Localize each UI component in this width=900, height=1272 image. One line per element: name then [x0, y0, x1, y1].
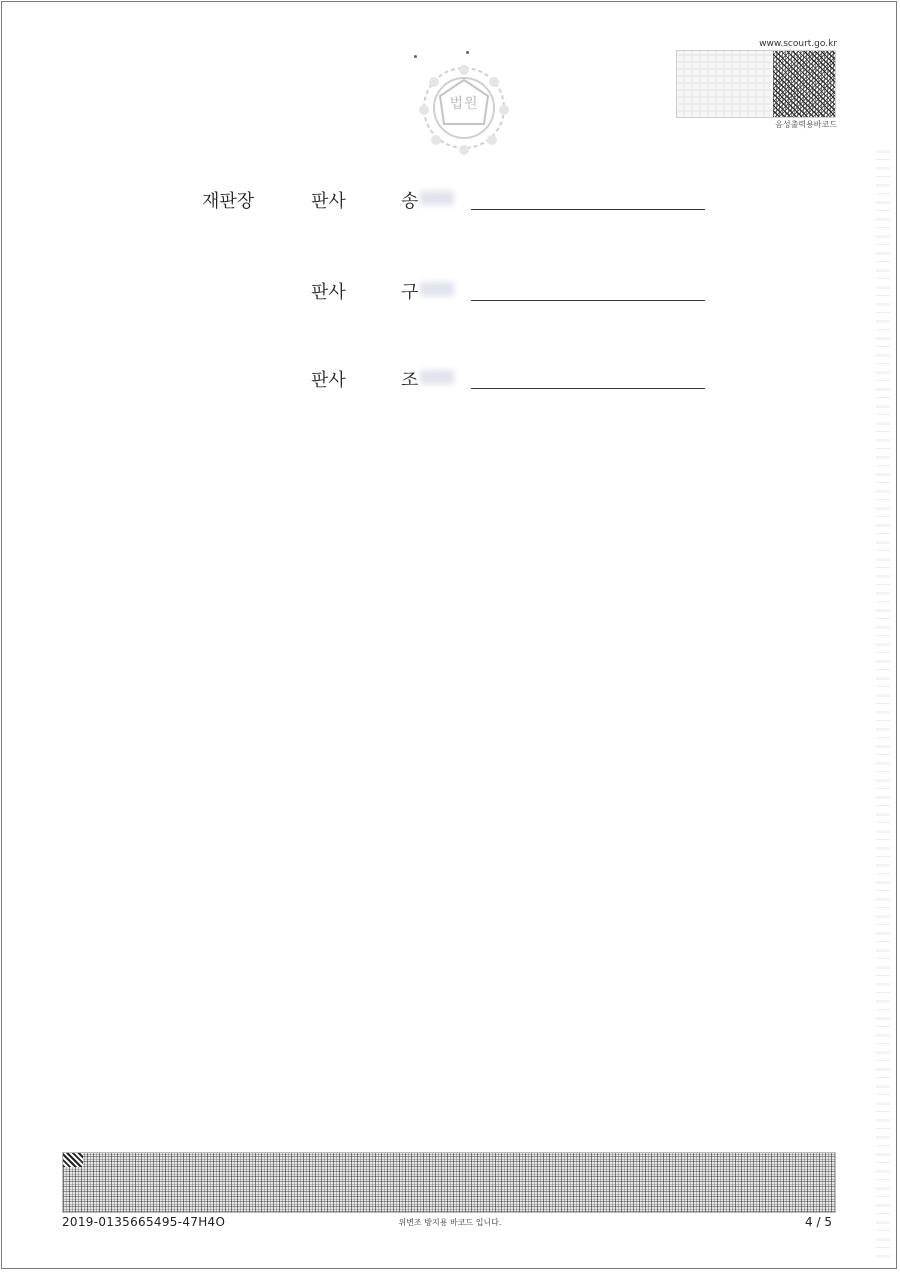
signature-line [471, 209, 705, 210]
page-number: 4 / 5 [805, 1215, 832, 1229]
redacted-name [420, 370, 454, 384]
barcode-caption: 위변조 방지용 바코드 입니다. [398, 1218, 502, 1227]
document-id: 2019-0135665495-47H4O [62, 1215, 226, 1229]
judge-role: 재판장 [202, 191, 255, 212]
barcode-icon [62, 1152, 836, 1213]
judge-title: 판사 [311, 282, 346, 303]
seal-dot-left [414, 55, 417, 58]
court-seal-label: 법원 [449, 96, 479, 112]
site-url: www.scourt.go.kr [759, 39, 837, 49]
judge-surname: 구 [401, 282, 419, 303]
judge-row-2 [0, 278, 900, 308]
qr-code-box [676, 50, 836, 118]
qr-text-pattern [677, 51, 771, 117]
judge-title: 판사 [311, 370, 346, 391]
redacted-name [420, 282, 454, 296]
qr-code-icon [773, 51, 835, 117]
signature-line [471, 388, 705, 389]
qr-caption: 음성출력용바코드 [775, 120, 837, 129]
judge-row-3 [0, 366, 900, 396]
scan-stripe [876, 150, 890, 1260]
redacted-name [420, 191, 454, 205]
judge-title: 판사 [311, 191, 346, 212]
judge-row-presiding [0, 187, 900, 217]
signature-line [471, 300, 705, 301]
judge-surname: 송 [401, 191, 419, 212]
seal-dot-right [466, 51, 469, 54]
judge-surname: 조 [401, 370, 419, 391]
